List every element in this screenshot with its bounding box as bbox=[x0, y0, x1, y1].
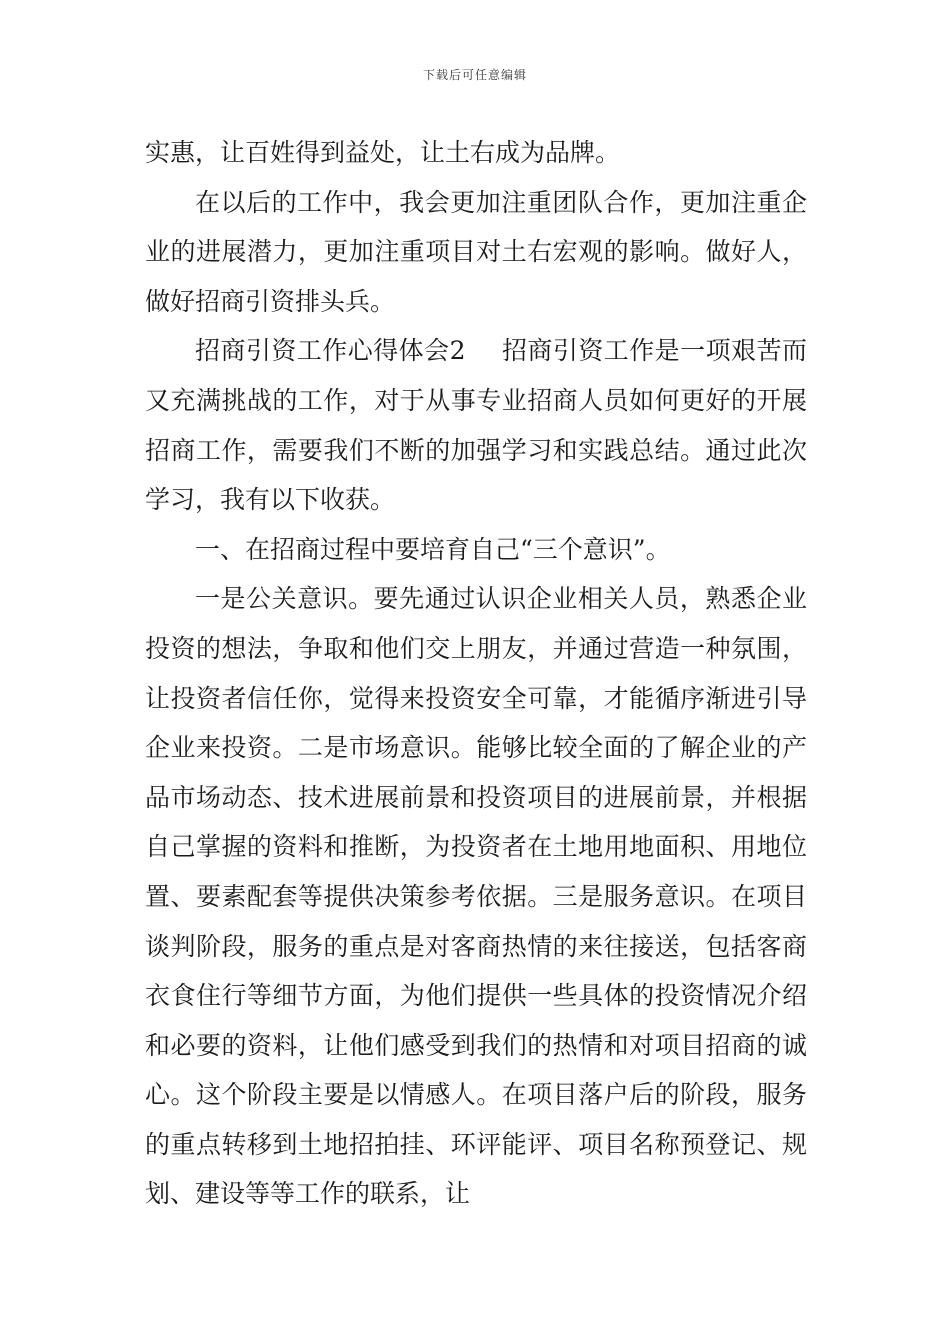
paragraph-3-body: 招商引资工作是一项艰苦而又充满挑战的工作，对于从事专业招商人员如何更好的开展招商工作，需要我们不断的加强学习和实践总结。通过此次学习，我有以下收获。 bbox=[145, 336, 807, 515]
paragraph-2: 在以后的工作中，我会更加注重团队合作，更加注重企业的进展潜力，更加注重项目对土右宏观的影响。做好人，做好招商引资排头兵。 bbox=[145, 187, 807, 316]
paragraph-5: 一是公关意识。要先通过认识企业相关人员，熟悉企业投资的想法，争取和他们交上朋友，并通过营造一种氛围，让投资者信任你，觉得来投资安全可靠，才能循序渐进引导企业来投资。二是市场意识。能够比较全面的了解企业的产品市场动态、技术进展前景和投资项目的进展前景，并根据自己掌握的资料和推断，为投资者在土地用地面积、用地位置、要素配套等提供决策参考依据。三是服务意识。在项目谈判阶段，服务的重点是对客商热情的来往接送，包括客商衣食住行等细节方面，为他们提供一些具体的投资情况介绍和必要的资料，让他们感受到我们的热情和对项目招商的诚心。这个阶段主要是以情感人。在项目落户后的阶段，服务的重点转移到土地招拍挂、环评能评、项目名称预登记、规划、建设等等工作的联系，让 bbox=[145, 584, 807, 1209]
document-body bbox=[145, 128, 807, 1219]
paragraph-4: 一、在招商过程中要培育自己“三个意识”。 bbox=[195, 534, 671, 564]
page-header: 下载后可任意编辑 bbox=[422, 68, 527, 82]
paragraph-3 bbox=[145, 326, 807, 524]
paragraph-1: 实惠，让百姓得到益处，让土右成为品牌。 bbox=[145, 138, 621, 167]
section-title: 招商引资工作心得体会2 bbox=[195, 336, 466, 366]
